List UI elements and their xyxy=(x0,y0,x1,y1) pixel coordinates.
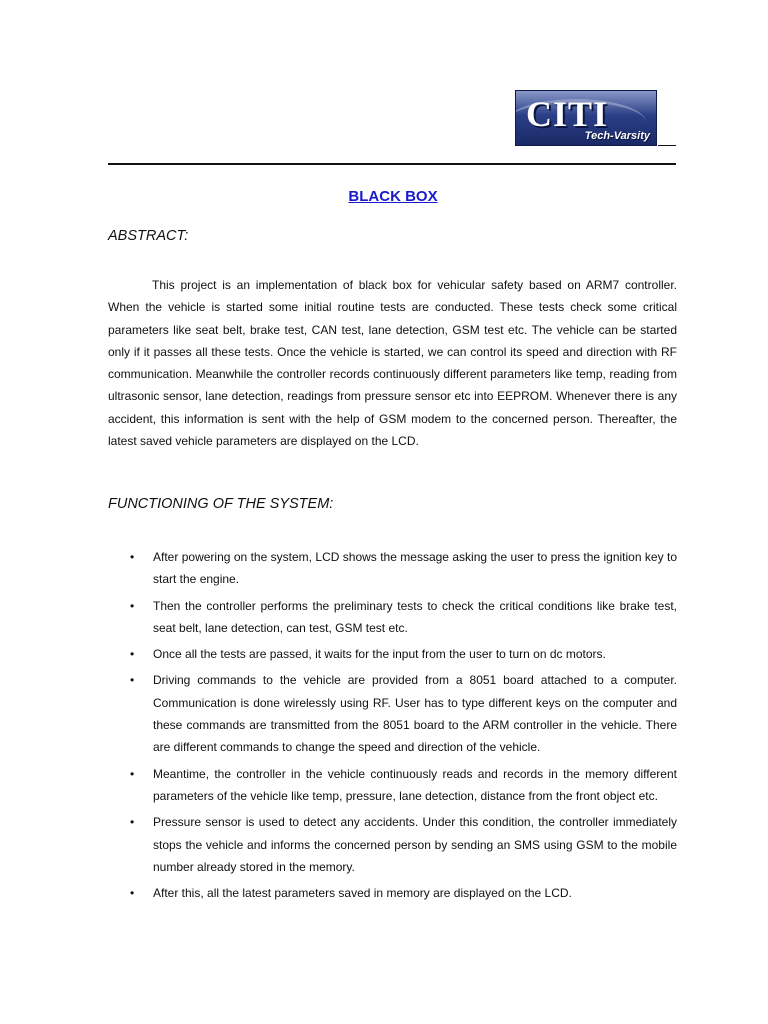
list-item xyxy=(108,546,677,591)
abstract-paragraph: This project is an implementation of black box for vehicular safety based on ARM7 controller. When the vehicle is started some initial routine tests are conducted. These tests check some critical parameters like seat belt, brake test, CAN test, lane detection, GSM test etc. The vehicle can be started only if it passes all these tests. Once the vehicle is started, we can control its speed and direction with RF communication. Meanwhile the controller records continuously different parameters like temp, reading from ultrasonic sensor, lane detection, readings from pressure sensor etc into EEPROM. Whenever there is any accident, this information is sent with the help of GSM modem to the concerned person. Thereafter, the latest saved vehicle parameters are displayed on the LCD. xyxy=(108,278,677,449)
functioning-heading: FUNCTIONING OF THE SYSTEM: xyxy=(108,496,334,512)
list-item-text: Driving commands to the vehicle are provided from a 8051 board attached to a computer. Communication is done wirelessly using RF. User has to type different keys on the computer and these commands are transmitted from the 8051 board to the ARM controller in the vehicle. There are different commands to change the speed and direction of the vehicle. xyxy=(153,673,677,755)
list-item xyxy=(108,595,677,640)
abstract-heading: ABSTRACT: xyxy=(108,228,189,244)
functioning-list xyxy=(108,546,677,908)
list-item-text: Meantime, the controller in the vehicle continuously reads and records in the memory different parameters of the vehicle like temp, pressure, lane detection, distance from the front object etc. xyxy=(153,766,677,803)
logo-brand: CITI xyxy=(526,94,609,134)
header-rule xyxy=(108,163,676,165)
list-item xyxy=(108,811,677,878)
list-item xyxy=(108,763,677,808)
list-item-text: Pressure sensor is used to detect any accidents. Under this condition, the controller immediately stops the vehicle and informs the concerned person by sending an SMS using GSM to the mobile number already stored in the memory. xyxy=(153,815,677,874)
bullet-icon: • xyxy=(130,647,135,662)
bullet-icon: • xyxy=(130,598,135,613)
bullet-icon: • xyxy=(130,673,135,688)
logo-tagline: Tech-Varsity xyxy=(584,130,650,142)
bullet-icon: • xyxy=(130,550,135,564)
bullet-icon: • xyxy=(130,766,135,781)
bullet-icon: • xyxy=(130,886,135,901)
list-item-text: Then the controller performs the preliminary tests to check the critical conditions like brake test, seat belt, lane detection, can test, GSM test etc. xyxy=(153,598,677,635)
citi-logo xyxy=(515,90,657,146)
list-item-text: After this, all the latest parameters saved in memory are displayed on the LCD. xyxy=(153,886,572,901)
list-item-text: Once all the tests are passed, it waits for the input from the user to turn on dc motors. xyxy=(153,647,606,662)
list-item-text: After powering on the system, LCD shows the message asking the user to press the ignition key to start the engine. xyxy=(153,550,677,587)
list-item xyxy=(108,643,677,665)
bullet-icon: • xyxy=(130,815,135,830)
list-item xyxy=(108,882,677,904)
list-item xyxy=(108,669,677,758)
logo-underline xyxy=(658,145,676,146)
document-title: BLACK BOX xyxy=(348,188,438,205)
